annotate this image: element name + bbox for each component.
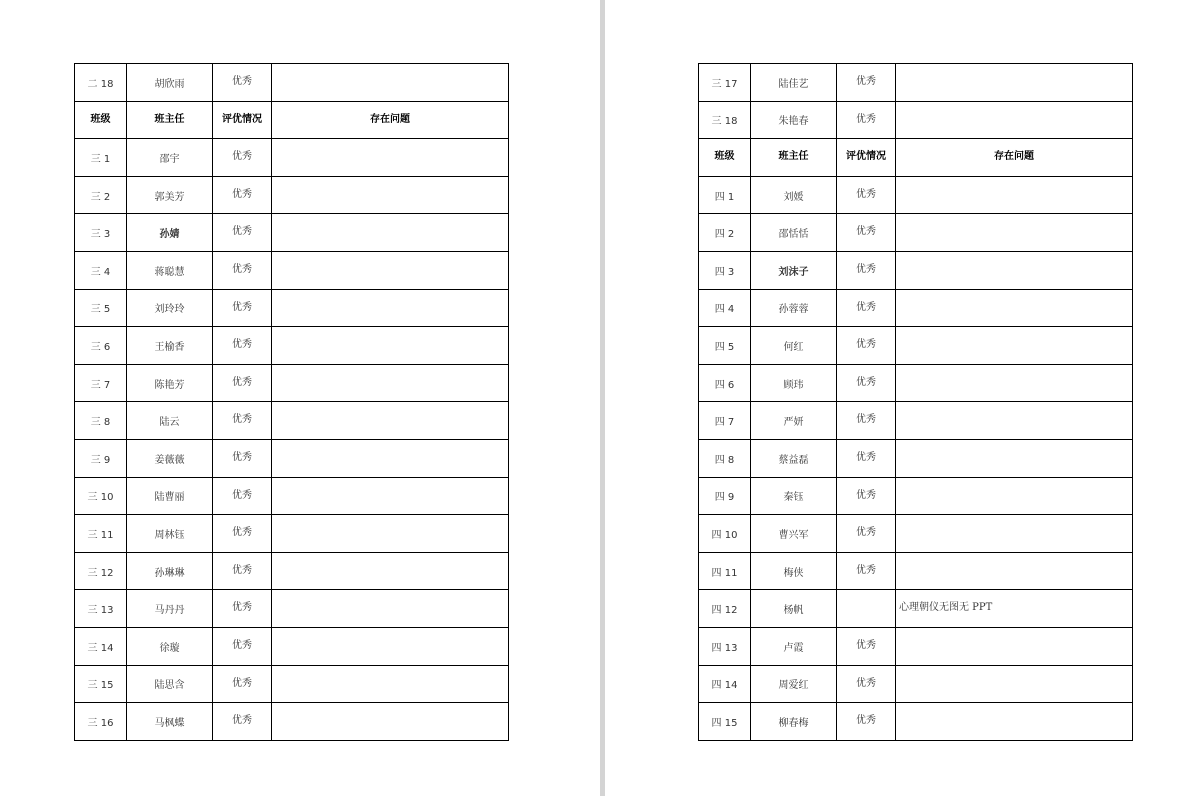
- class-cell: 三 11: [75, 515, 127, 553]
- header-issue: 存在问题: [272, 101, 509, 139]
- table-row: [699, 251, 1133, 289]
- table-row: [75, 477, 509, 515]
- table-row: [75, 327, 509, 365]
- class-cell: 四 8: [699, 439, 751, 477]
- rating-cell: 优秀: [837, 627, 896, 665]
- issue-cell: [272, 627, 509, 665]
- table-row: [699, 627, 1133, 665]
- table-header-row: [75, 101, 509, 139]
- table-row: [699, 289, 1133, 327]
- teacher-cell: 陆曹丽: [127, 477, 213, 515]
- rating-cell: 优秀: [837, 364, 896, 402]
- rating-cell: 优秀: [837, 703, 896, 741]
- issue-cell: [272, 214, 509, 252]
- class-cell: 三 6: [75, 327, 127, 365]
- teacher-cell: 马丹丹: [127, 590, 213, 628]
- class-cell: 四 2: [699, 214, 751, 252]
- table-row: [75, 214, 509, 252]
- rating-cell: [837, 590, 896, 628]
- teacher-cell: 秦钰: [751, 477, 837, 515]
- teacher-cell: 朱艳春: [751, 101, 837, 139]
- rating-cell: 优秀: [213, 703, 272, 741]
- rating-cell: 优秀: [213, 289, 272, 327]
- class-cell: 三 3: [75, 214, 127, 252]
- table-row: [699, 327, 1133, 365]
- evaluation-table-right: [698, 63, 1133, 741]
- table-row: [699, 552, 1133, 590]
- issue-cell: 心理朝仪无图无 PPT: [896, 590, 1133, 628]
- class-cell: 三 13: [75, 590, 127, 628]
- table-row: [75, 251, 509, 289]
- teacher-cell: 陆云: [127, 402, 213, 440]
- issue-cell: [272, 477, 509, 515]
- rating-cell: 优秀: [837, 101, 896, 139]
- rating-cell: 优秀: [213, 327, 272, 365]
- teacher-cell: 徐璇: [127, 627, 213, 665]
- rating-cell: 优秀: [213, 590, 272, 628]
- teacher-cell: 周爱红: [751, 665, 837, 703]
- issue-cell: [896, 289, 1133, 327]
- issue-cell: [272, 327, 509, 365]
- rating-cell: 优秀: [837, 439, 896, 477]
- class-cell: 三 18: [699, 101, 751, 139]
- table-row: [75, 64, 509, 102]
- teacher-cell: 柳春梅: [751, 703, 837, 741]
- issue-cell: [896, 214, 1133, 252]
- teacher-cell: 蒋聪慧: [127, 251, 213, 289]
- issue-cell: [896, 64, 1133, 102]
- teacher-cell: 姜薇薇: [127, 439, 213, 477]
- class-cell: 四 5: [699, 327, 751, 365]
- class-cell: 二 18: [75, 64, 127, 102]
- table-row: [75, 552, 509, 590]
- issue-cell: [896, 101, 1133, 139]
- table-row: [699, 590, 1133, 628]
- class-cell: 三 5: [75, 289, 127, 327]
- teacher-cell: 王榆香: [127, 327, 213, 365]
- table-row: [699, 176, 1133, 214]
- table-row: [75, 364, 509, 402]
- teacher-cell: 何红: [751, 327, 837, 365]
- table-row: [75, 703, 509, 741]
- issue-cell: [896, 176, 1133, 214]
- teacher-cell: 刘媛: [751, 176, 837, 214]
- class-cell: 四 14: [699, 665, 751, 703]
- teacher-cell: 陈艳芳: [127, 364, 213, 402]
- rating-cell: 优秀: [213, 552, 272, 590]
- class-cell: 三 14: [75, 627, 127, 665]
- teacher-cell: 杨帆: [751, 590, 837, 628]
- class-cell: 四 13: [699, 627, 751, 665]
- teacher-cell: 曹兴军: [751, 515, 837, 553]
- table-row: [75, 176, 509, 214]
- rating-cell: 优秀: [837, 176, 896, 214]
- teacher-cell: 梅侠: [751, 552, 837, 590]
- issue-cell: [896, 703, 1133, 741]
- rating-cell: 优秀: [213, 515, 272, 553]
- document-page-right: [605, 0, 1201, 796]
- table-row: [699, 64, 1133, 102]
- rating-cell: 优秀: [837, 477, 896, 515]
- class-cell: 三 8: [75, 402, 127, 440]
- issue-cell: [896, 665, 1133, 703]
- teacher-cell: 刘沫子: [751, 251, 837, 289]
- header-teacher: 班主任: [751, 139, 837, 177]
- issue-cell: [896, 552, 1133, 590]
- class-cell: 四 10: [699, 515, 751, 553]
- rating-cell: 优秀: [213, 139, 272, 177]
- teacher-cell: 卢霞: [751, 627, 837, 665]
- teacher-cell: 顾玮: [751, 364, 837, 402]
- issue-cell: [272, 703, 509, 741]
- rating-cell: 优秀: [837, 289, 896, 327]
- table-row: [699, 515, 1133, 553]
- table-row: [699, 439, 1133, 477]
- header-issue: 存在问题: [896, 139, 1133, 177]
- issue-cell: [896, 402, 1133, 440]
- rating-cell: 优秀: [837, 552, 896, 590]
- rating-cell: 优秀: [213, 176, 272, 214]
- class-cell: 三 1: [75, 139, 127, 177]
- rating-cell: 优秀: [837, 327, 896, 365]
- issue-cell: [272, 552, 509, 590]
- header-class: 班级: [75, 101, 127, 139]
- rating-cell: 优秀: [213, 439, 272, 477]
- teacher-cell: 刘玲玲: [127, 289, 213, 327]
- class-cell: 四 11: [699, 552, 751, 590]
- class-cell: 四 3: [699, 251, 751, 289]
- issue-cell: [272, 665, 509, 703]
- table-row: [699, 364, 1133, 402]
- class-cell: 三 9: [75, 439, 127, 477]
- table-row: [699, 214, 1133, 252]
- issue-cell: [272, 64, 509, 102]
- teacher-cell: 陆佳艺: [751, 64, 837, 102]
- class-cell: 四 12: [699, 590, 751, 628]
- class-cell: 四 9: [699, 477, 751, 515]
- issue-cell: [896, 364, 1133, 402]
- teacher-cell: 蔡益磊: [751, 439, 837, 477]
- issue-cell: [896, 327, 1133, 365]
- teacher-cell: 邵恬恬: [751, 214, 837, 252]
- issue-cell: [272, 402, 509, 440]
- issue-cell: [272, 251, 509, 289]
- issue-cell: [272, 439, 509, 477]
- teacher-cell: 陆思含: [127, 665, 213, 703]
- class-cell: 三 2: [75, 176, 127, 214]
- rating-cell: 优秀: [837, 64, 896, 102]
- class-cell: 三 7: [75, 364, 127, 402]
- issue-cell: [896, 439, 1133, 477]
- table-row: [75, 289, 509, 327]
- class-cell: 三 17: [699, 64, 751, 102]
- table-row: [699, 703, 1133, 741]
- rating-cell: 优秀: [837, 214, 896, 252]
- table-row: [75, 515, 509, 553]
- table-row: [75, 590, 509, 628]
- issue-cell: [272, 364, 509, 402]
- table-row: [75, 439, 509, 477]
- issue-cell: [272, 289, 509, 327]
- class-cell: 三 12: [75, 552, 127, 590]
- teacher-cell: 郭美芳: [127, 176, 213, 214]
- rating-cell: 优秀: [837, 665, 896, 703]
- table-row: [699, 402, 1133, 440]
- teacher-cell: 孙蓉蓉: [751, 289, 837, 327]
- table-row: [75, 627, 509, 665]
- class-cell: 四 4: [699, 289, 751, 327]
- rating-cell: 优秀: [213, 665, 272, 703]
- table-row: [75, 665, 509, 703]
- table-row: [699, 477, 1133, 515]
- table-row: [699, 101, 1133, 139]
- table-row: [75, 402, 509, 440]
- header-rating: 评优情况: [213, 101, 272, 139]
- rating-cell: 优秀: [837, 402, 896, 440]
- teacher-cell: 严妍: [751, 402, 837, 440]
- teacher-cell: 马枫蝶: [127, 703, 213, 741]
- class-cell: 三 15: [75, 665, 127, 703]
- rating-cell: 优秀: [213, 627, 272, 665]
- evaluation-table-left: [74, 63, 509, 741]
- class-cell: 四 15: [699, 703, 751, 741]
- issue-cell: [272, 590, 509, 628]
- class-cell: 三 4: [75, 251, 127, 289]
- table-row: [699, 665, 1133, 703]
- table-row: [75, 139, 509, 177]
- rating-cell: 优秀: [213, 402, 272, 440]
- rating-cell: 优秀: [213, 364, 272, 402]
- header-class: 班级: [699, 139, 751, 177]
- issue-cell: [272, 139, 509, 177]
- rating-cell: 优秀: [213, 477, 272, 515]
- header-teacher: 班主任: [127, 101, 213, 139]
- issue-cell: [272, 515, 509, 553]
- document-page-left: [0, 0, 600, 796]
- rating-cell: 优秀: [213, 251, 272, 289]
- class-cell: 三 10: [75, 477, 127, 515]
- issue-cell: [272, 176, 509, 214]
- teacher-cell: 胡欣雨: [127, 64, 213, 102]
- issue-cell: [896, 477, 1133, 515]
- rating-cell: 优秀: [837, 515, 896, 553]
- teacher-cell: 邵宇: [127, 139, 213, 177]
- class-cell: 三 16: [75, 703, 127, 741]
- rating-cell: 优秀: [213, 214, 272, 252]
- teacher-cell: 孙琳琳: [127, 552, 213, 590]
- class-cell: 四 7: [699, 402, 751, 440]
- rating-cell: 优秀: [837, 251, 896, 289]
- issue-cell: [896, 515, 1133, 553]
- table-header-row: [699, 139, 1133, 177]
- issue-cell: [896, 627, 1133, 665]
- header-rating: 评优情况: [837, 139, 896, 177]
- teacher-cell: 周林钰: [127, 515, 213, 553]
- class-cell: 四 1: [699, 176, 751, 214]
- issue-cell: [896, 251, 1133, 289]
- teacher-cell: 孙婧: [127, 214, 213, 252]
- rating-cell: 优秀: [213, 64, 272, 102]
- class-cell: 四 6: [699, 364, 751, 402]
